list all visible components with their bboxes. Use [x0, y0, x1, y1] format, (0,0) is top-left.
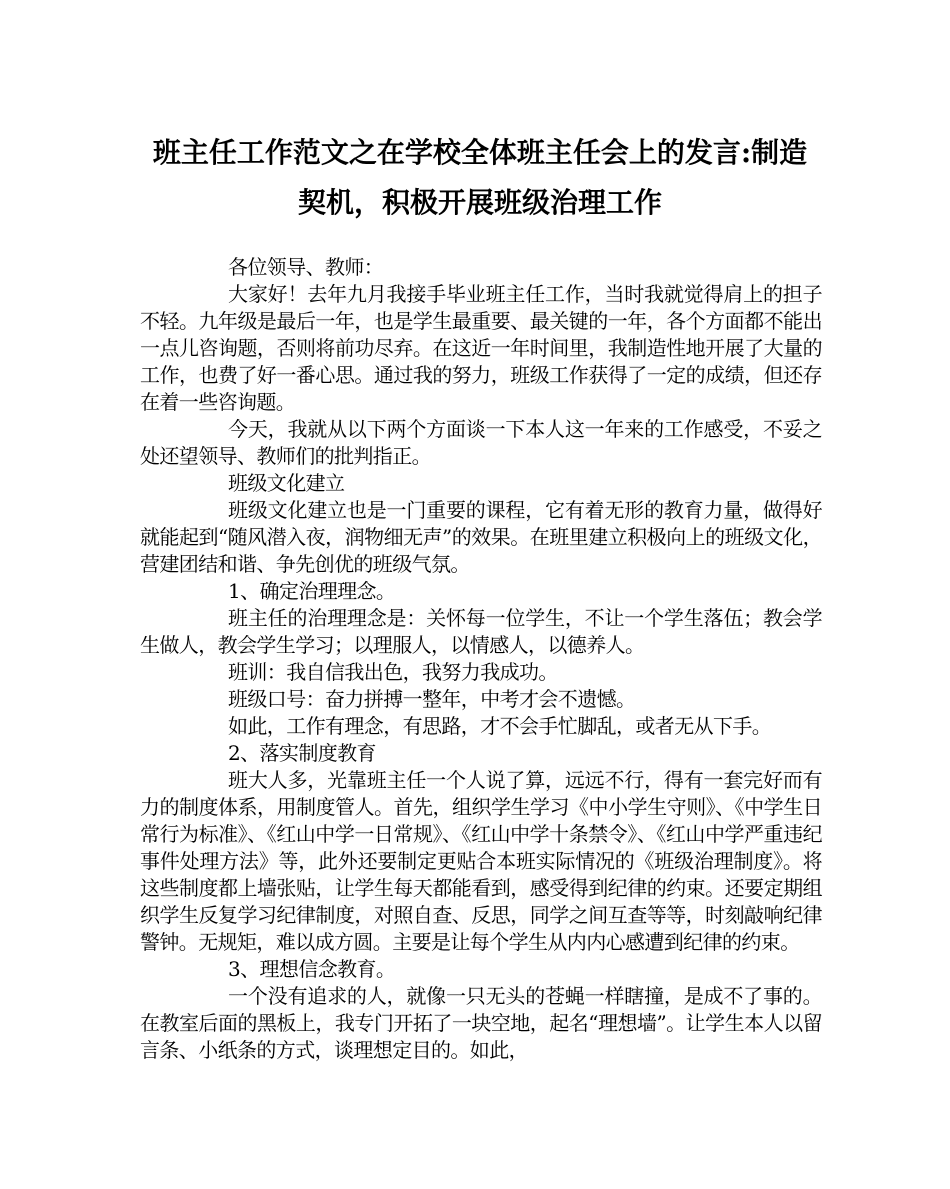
body-paragraph: 班训：我自信我出色，我努力我成功。 — [228, 660, 558, 684]
title-line-2: 契机，积极开展班级治理工作 — [297, 186, 662, 219]
document-body — [140, 254, 822, 1064]
body-paragraph: 班级文化建立也是一门重要的课程，它有着无形的教育力量，做得好就能起到“随风潜入夜，润物细无声”的效果。在班里建立积极向上的班级文化，营建团结和谐、争先创优的班级气氛。 — [140, 498, 822, 576]
document-title — [140, 128, 820, 228]
body-paragraph: 今天，我就从以下两个方面谈一下本人这一年来的工作感受，不妥之处还望领导、教师们的批判指正。 — [140, 417, 822, 468]
subsection-heading: 2、落实制度教育 — [228, 741, 376, 765]
title-line-1: 班主任工作范文之在学校全体班主任会上的发言:制造 — [152, 136, 808, 169]
body-paragraph: 班大人多，光靠班主任一个人说了算，远远不行，得有一套完好而有力的制度体系，用制度管人。首先，组织学生学习《中小学生守则》、《中学生日常行为标准》、《红山中学一日常规》、《红山中学十条禁令》、《红山中学严重违纪事件处理方法》等，此外还要制定更贴合本班实际情况的《班级治理制度》。将这些制度都上墙张贴，让学生每天都能看到，感受得到纪律的约束。还要定期组织学生反复学习纪律制度，对照自查、反思，同学之间互查等等，时刻敲响纪律警钟。无规矩，难以成方圆。主要是让每个学生从内内心感遭到纪律的约束。 — [140, 768, 822, 954]
body-paragraph: 班主任的治理理念是：关怀每一位学生，不让一个学生落伍；教会学生做人，教会学生学习；以理服人，以情感人，以德养人。 — [140, 606, 822, 657]
subsection-heading: 1、确定治理理念。 — [228, 579, 396, 603]
body-paragraph: 班级口号：奋力拼搏一整年，中考才会不遗憾。 — [228, 687, 636, 711]
subsection-heading: 3、理想信念教育。 — [228, 957, 396, 981]
section-heading: 班级文化建立 — [228, 471, 345, 495]
body-paragraph: 大家好！去年九月我接手毕业班主任工作，当时我就觉得肩上的担子不轻。九年级是最后一年，也是学生最重要、最关键的一年，各个方面都不能出一点儿咨询题，否则将前功尽弃。在这近一年时间里，我制造性地开展了大量的工作，也费了好一番心思。通过我的努力，班级工作获得了一定的成绩，但还存在着一些咨询题。 — [140, 282, 822, 414]
body-paragraph: 一个没有追求的人，就像一只无头的苍蝇一样瞎撞，是成不了事的。在教室后面的黑板上，我专门开拓了一块空地，起名“理想墙”。让学生本人以留言条、小纸条的方式，谈理想定目的。如此， — [140, 984, 822, 1062]
salutation: 各位领导、教师： — [228, 255, 384, 279]
body-paragraph: 如此，工作有理念，有思路，才不会手忙脚乱，或者无从下手。 — [228, 714, 772, 738]
